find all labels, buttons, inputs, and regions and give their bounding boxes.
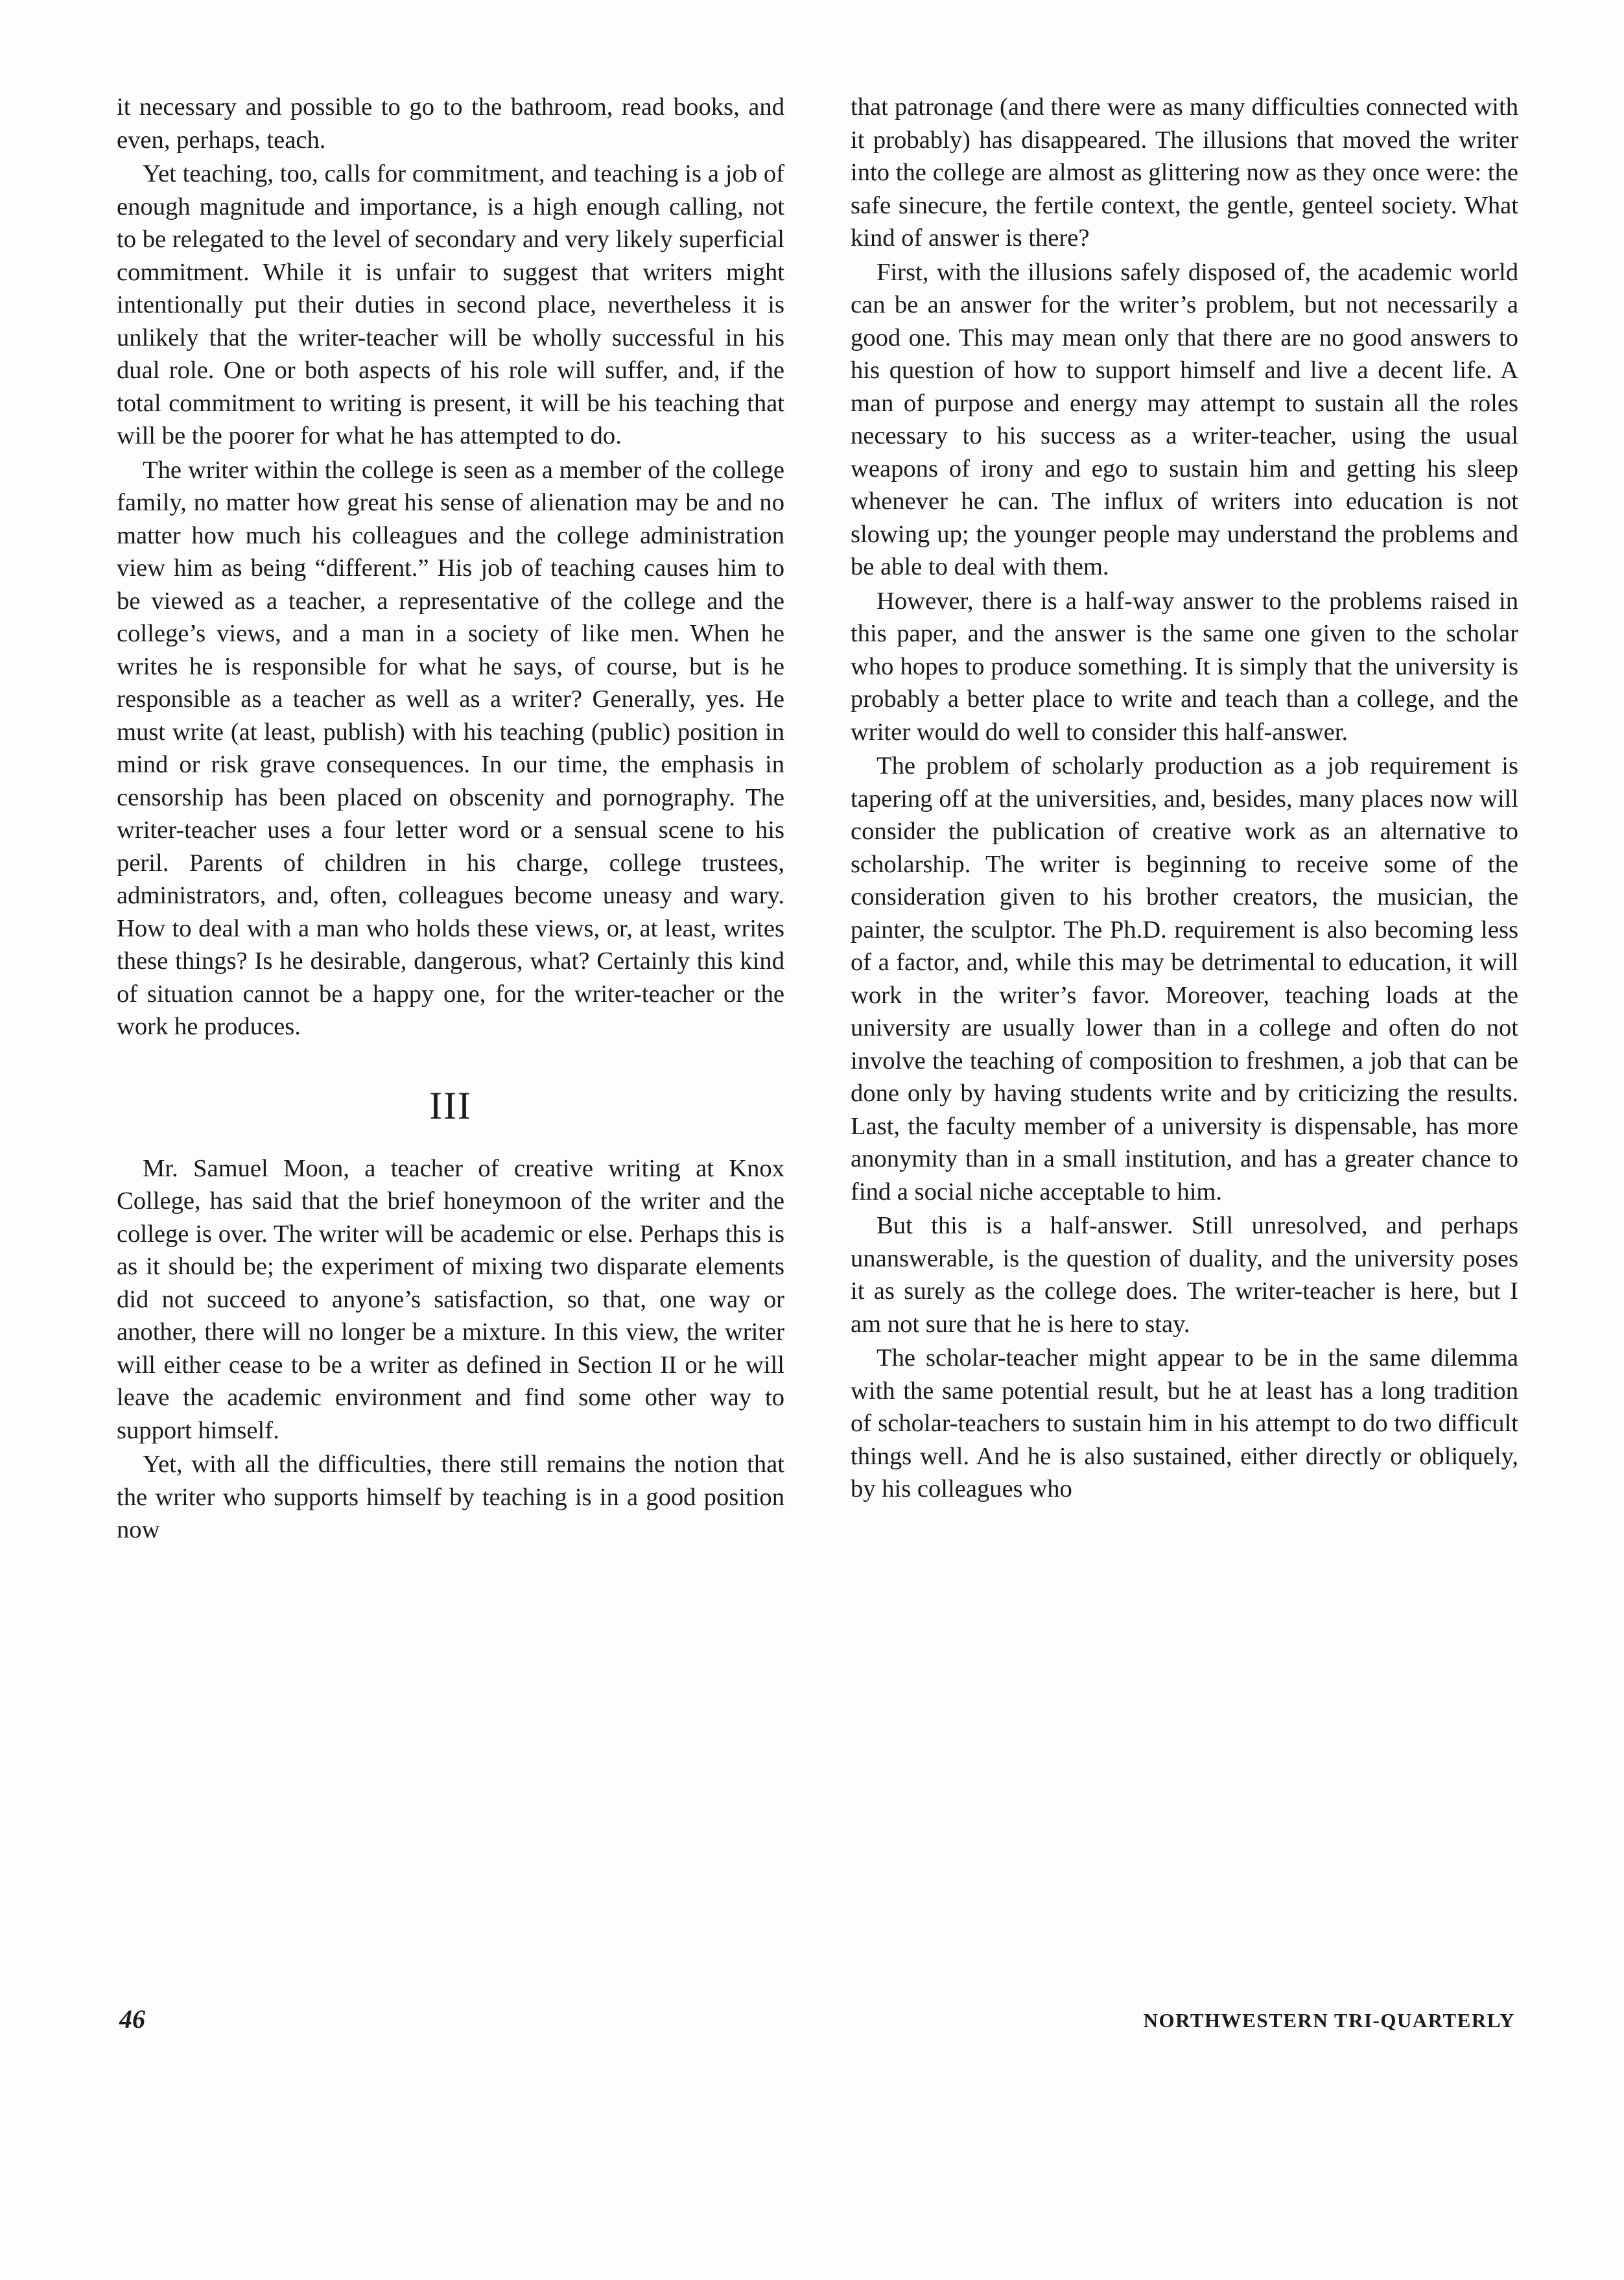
left-paragraph-3: The writer within the college is seen as a member of the college family, no matter how great his sense of alienation may be and no matter how much his colleagues and the college administration view him as being “different.” His job of teaching causes him to be viewed as a teacher, a representative of the college and the college’s views, and a man in a society of like men. When he writes he is responsible for what he says, of course, but is he responsible as a teacher as well as a writer? Generally, yes. He must write (at least, publish) with his teaching (public) position in mind or risk grave consequences. In our time, the emphasis in censorship has been placed on obscenity and pornography. The writer-teacher uses a four letter word or a sensual scene to his peril. Parents of children in his charge, college trustees, administrators, and, often, colleagues become uneasy and wary. How to deal with a man who holds these views, or, at least, writes these things? Is he desirable, dangerous, what? Certainly this kind of situation cannot be a happy one, for the writer-teacher or the work he produces. [117,456,784,1040]
left-column [117,91,784,1971]
right-paragraph-1: that patronage (and there were as many difficulties connected with it probably) has disappeared. The illusions that moved the writer into the college are almost as glittering now as they once were: the safe sinecure, the fertile context, the gentle, genteel society. What kind of answer is there? [851,93,1518,252]
journal-title: NORTHWESTERN TRI-QUARTERLY [1143,2009,1515,2032]
left-paragraph-2: Yet teaching, too, calls for commitment, and teaching is a job of enough magnitude and importance, is a high enough calling, not to be relegated to the level of secondary and very likely superficial commitment. While it is unfair to suggest that writers might intentionally put their duties in second place, nevertheless it is unlikely that the writer-teacher will be wholly successful in his dual role. One or both aspects of his role will suffer, and, if the total commitment to writing is present, it will be his teaching that will be the poorer for what he has attempted to do. [117,160,784,449]
right-paragraph-5: But this is a half-answer. Still unresolved, and perhaps unanswerable, is the question of duality, and the university poses it as surely as the college does. The writer-teacher is here, but I am not sure that he is here to stay. [851,1212,1518,1338]
right-paragraph-2: First, with the illusions safely disposed of, the academic world can be an answer for the writer’s problem, but not necessarily a good one. This may mean only that there are no good answers to his question of how to support himself and live a decent life. A man of purpose and energy may attempt to sustain all the roles necessary to his success as a writer-teacher, using the usual weapons of irony and ego to sustain him and getting his sleep whenever he can. The influx of writers into education is not slowing up; the younger people may understand the problems and be able to deal with them. [851,258,1518,580]
left-paragraph-4: Mr. Samuel Moon, a teacher of creative writing at Knox College, has said that the brief honeymoon of the writer and the college is over. The writer will be academic or else. Perhaps this is as it should be; the experiment of mixing two disparate elements did not succeed to anyone’s satisfaction, so that, one way or another, there will no longer be a mixture. In this view, the writer will either cease to be a writer as defined in Section II or he will leave the academic environment and find some other way to support himself. [117,1154,784,1444]
left-paragraph-1: it necessary and possible to go to the bathroom, read books, and even, perhaps, teach. [117,93,784,154]
left-paragraph-5: Yet, with all the difficulties, there still remains the notion that the writer who supports himself by teaching is in a good position now [117,1451,784,1543]
section-heading: III [429,1084,472,1127]
right-paragraph-3: However, there is a half-way answer to the problems raised in this paper, and the answer is the same one given to the scholar who hopes to produce something. It is simply that the university is probably a better place to write and teach than a college, and the writer would do well to consider this half-answer. [851,587,1518,746]
right-paragraph-4: The problem of scholarly production as a job requirement is tapering off at the universities, and, besides, many places now will consider the publication of creative work as an alternative to scholarship. The writer is beginning to receive some of the consideration given to his brother creators, the musician, the painter, the sculptor. The Ph.D. requirement is also becoming less of a factor, and, while this may be detrimental to education, it will work in the writer’s favor. Moreover, teaching loads at the university are usually lower than in a college and often do not involve the teaching of composition to freshmen, a job that can be done only by having students write and by criticizing the results. Last, the faculty member of a university is dispensable, has more anonymity than in a small institution, and has a greater chance to find a social niche acceptable to him. [851,752,1518,1205]
right-paragraph-6: The scholar-teacher might appear to be in the same dilemma with the same potential result, but he at least has a long tradition of scholar-teachers to sustain him in his attempt to do two difficult things well. And he is also sustained, either directly or obliquely, by his colleagues who [851,1344,1518,1502]
right-column [851,91,1518,1971]
page-number: 46 [119,2004,145,2034]
